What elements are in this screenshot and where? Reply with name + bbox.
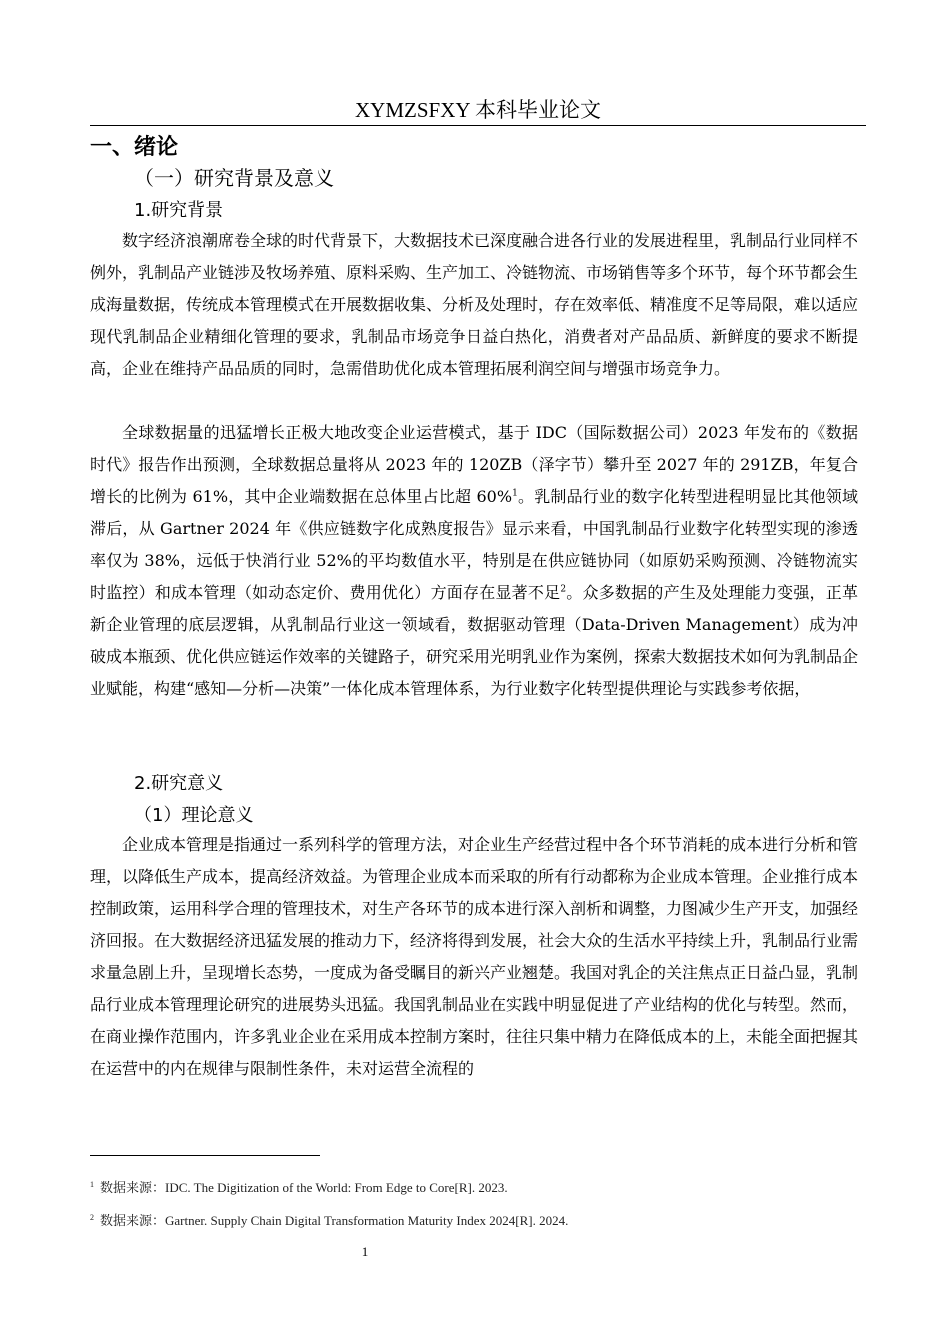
page-number: 1 xyxy=(361,1244,369,1259)
body-paragraph-2 xyxy=(90,417,858,705)
footnote-1-mark: 1 xyxy=(90,1179,94,1189)
body-paragraph-3: 企业成本管理是指通过一系列科学的管理方法，对企业生产经营过程中各个环节消耗的成本进行分析和管理，以降低生产成本，提高经济效益。为管理企业成本而采取的所有行动都称为企业成本管理。企业推行成本控制政策，运用科学合理的管理技术，对生产各环节的成本进行深入剖析和调整，力图减少生产开支，加强经济回报。在大数据经济迅猛发展的推动力下，经济将得到发展，社会大众的生活水平持续上升，乳制品行业需求量急剧上升，呈现增长态势，一度成为备受瞩目的新兴产业翘楚。我国对乳企的关注焦点正日益凸显，乳制品行业成本管理理论研究的进展势头迅猛。我国乳制品业在实践中明显促进了产业结构的优化与转型。然而，在商业操作范围内，许多乳业企业在采用成本控制方案时，往往只集中精力在降低成本的上，未能全面把握其在运营中的内在规律与限制性条件，未对运营全流程的 xyxy=(90,835,859,1078)
footnote-1-text: 数据来源：IDC. The Digitization of the World: From Edge to Core[R]. 2023. xyxy=(100,1180,508,1195)
footnote-ref-1[interactable]: 1 xyxy=(512,488,518,499)
subsubsection-heading-theory: （1）理论意义 xyxy=(134,805,254,826)
chapter-heading: 一、绪论 xyxy=(90,135,179,160)
header-rule xyxy=(90,125,866,126)
footnote-2-text: 数据来源：Gartner. Supply Chain Digital Transformation Maturity Index 2024[R]. 2024. xyxy=(100,1213,569,1228)
paragraph-2-text-b: 。乳制品行业的数字化转型进程明显比其他领域滞后，从 Gartner 2024 年《供应链数字化成熟度报告》显示来看，中国乳制品行业数字化转型实现的渗透率仅为 38%，远低于快消行业 52%的平均数值水平，特别是在供应链协同（如原奶采购预测、冷链物流实时监控）和成本管理（如动态定价、费用优化）方面存在显著不足 xyxy=(90,487,858,602)
subsection-heading-significance: 2.研究意义 xyxy=(134,773,224,794)
paragraph-2-text-a: 全球数据量的迅猛增长正极大地改变企业运营模式，基于 IDC（国际数据公司）2023 年发布的《数据时代》报告作出预测，全球数据总量将从 2023 年的 120ZB（泽字节）攀升至 2027 年的 291ZB，年复合增长的比例为 61%，其中企业端数据在总体里占比超 60% xyxy=(90,423,858,506)
footnote-2 xyxy=(90,1210,568,1229)
paragraph-2-text-c: 。众多数据的产生及处理能力变强，正革新企业管理的底层逻辑，从乳制品行业这一领域看，数据驱动管理（Data-Driven Management）成为冲破成本瓶颈、优化供应链运作效率的关键路子，研究采用光明乳业作为案例，探索大数据技术如何为乳制品企业赋能，构建“感知—分析—决策”一体化成本管理体系，为行业数字化转型提供理论与实践参考依据， xyxy=(90,583,859,698)
footnote-2-mark: 2 xyxy=(90,1212,94,1222)
footnote-1 xyxy=(90,1177,508,1196)
running-header-title: XYMZSFXY 本科毕业论文 xyxy=(355,98,601,122)
section-heading: （一）研究背景及意义 xyxy=(134,166,334,190)
body-paragraph-1: 数字经济浪潮席卷全球的时代背景下，大数据技术已深度融合进各行业的发展进程里，乳制品行业同样不例外，乳制品产业链涉及牧场养殖、原料采购、生产加工、冷链物流、市场销售等多个环节，每个环节都会生成海量数据，传统成本管理模式在开展数据收集、分析及处理时，存在效率低、精准度不足等局限，难以适应现代乳制品企业精细化管理的要求，乳制品市场竞争日益白热化，消费者对产品品质、新鲜度的要求不断提高，企业在维持产品品质的同时，急需借助优化成本管理拓展利润空间与增强市场竞争力。 xyxy=(90,231,859,378)
subsection-heading-background: 1.研究背景 xyxy=(134,200,224,221)
footnote-separator xyxy=(90,1155,320,1156)
footnote-ref-2[interactable]: 2 xyxy=(560,584,567,595)
